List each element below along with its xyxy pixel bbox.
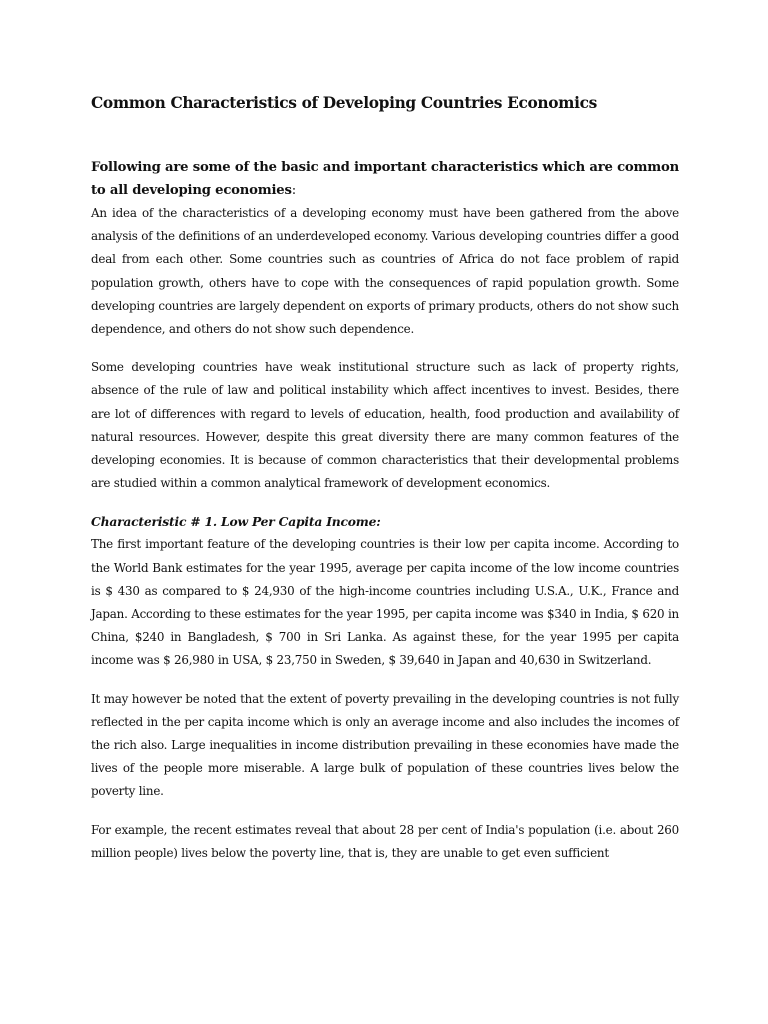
characteristic-heading: Characteristic # 1. Low Per Capita Income:: [91, 514, 381, 530]
paragraph-example: For example, the recent estimates reveal that about 28 per cent of India's population (i.e. about 260 million people) lives below the poverty line, that is, they are unable to get even sufficient: [91, 822, 679, 860]
intro-heading-colon: :: [291, 183, 296, 198]
paragraph-intro: An idea of the characteristics of a developing economy must have been gathered from the above analysis of the definitions of an underdeveloped economy. Various developing countries differ a good deal from each other. Some countries such as countries of Africa do not face problem of rapid population growth, others have to cope with the consequences of rapid population growth. Some developing countries are largely dependent on exports of primary products, others do not show such dependence, and others do not show such dependence.: [91, 206, 679, 337]
intro-heading: [91, 156, 679, 202]
paragraph-gap: [91, 804, 679, 819]
intro-heading-text: Following are some of the basic and important characteristics which are common to all developing economies: [91, 160, 679, 198]
paragraph-gap: [91, 341, 679, 356]
paragraph-gap: [91, 673, 679, 688]
paragraph-per-capita-income: The first important feature of the developing countries is their low per capita income. According to the World Bank estimates for the year 1995, average per capita income of the low income countries is $ 430 as compared to $ 24,930 of the high-income countries including U.S.A., U.K., France and Japan. According to these estimates for the year 1995, per capita income was $340 in India, $ 620 in China, $240 in Bangladesh, $ 700 in Sri Lanka. As against these, for the year 1995 per capita income was $ 26,980 in USA, $ 23,750 in Sweden, $ 39,640 in Japan and 40,630 in Switzerland.: [91, 537, 679, 668]
paragraph-institutions: Some developing countries have weak institutional structure such as lack of property rights, absence of the rule of law and political instability which affect incentives to invest. Besides, there are lot of differences with regard to levels of education, health, food production and availability of natural resources. However, despite this great diversity there are many common features of the developing economies. It is because of common characteristics that their developmental problems are studied within a common analytical framework of development economics.: [91, 360, 679, 491]
paragraph-poverty: It may however be noted that the extent of poverty prevailing in the developing countries is not fully reflected in the per capita income which is only an average income and also includes the incomes of the rich also. Large inequalities in income distribution prevailing in these economies have made the lives of the people more miserable. A large bulk of population of these countries lives below the poverty line.: [91, 691, 679, 799]
document-title: Common Characteristics of Developing Countries Economics: [91, 94, 597, 112]
document-page: [91, 90, 679, 865]
paragraph-gap: [91, 495, 679, 510]
